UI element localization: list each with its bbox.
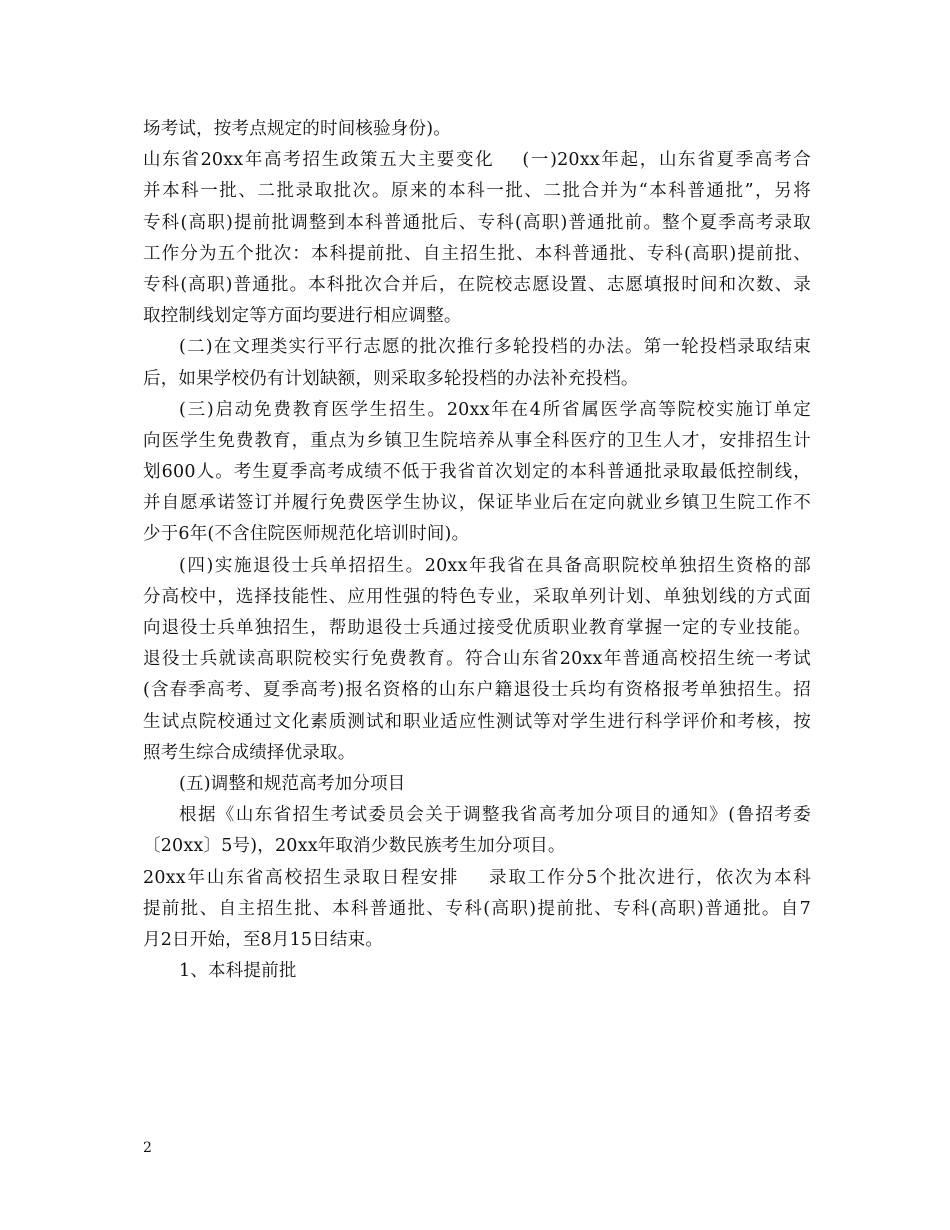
text-fragment: 录取工作分5个批次进行，依次为本科 (487, 867, 811, 888)
text-line: 取控制线划定等方面均要进行相应调整。 (143, 306, 462, 327)
text-line: 月2日开始，至8月15日结束。 (143, 929, 384, 950)
text-line: 专科(高职)提前批调整到本科普通批后、专科(高职)普通批前。整个夏季高考录取 (143, 212, 811, 233)
text-line-heading (143, 863, 811, 894)
section-heading: 山东省20xx年高考招生政策五大主要变化 (143, 150, 495, 171)
text-line: 提前批、自主招生批、本科普通批、专科(高职)提前批、专科(高职)普通批。自7 (143, 898, 811, 919)
text-line: 生试点院校通过文化素质测试和职业适应性测试等对学生进行科学评价和考核，按 (143, 711, 811, 732)
text-line: 〔20xx〕5号)，20xx年取消少数民族考生加分项目。 (143, 836, 566, 857)
text-line: 分高校中，选择技能性、应用性强的特色专业，采取单列计划、单独划线的方式面 (143, 586, 811, 607)
text-line-heading (143, 145, 811, 176)
text-line: 向医学生免费教育，重点为乡镇卫生院培养从事全科医疗的卫生人才，安排招生计 (143, 430, 811, 451)
paragraph-start: (四)实施退役士兵单招招生。20xx年我省在具备高职院校单独招生资格的部 (179, 555, 811, 576)
paragraph-start: 1、本科提前批 (179, 961, 297, 982)
page-number: 2 (143, 1140, 152, 1156)
document-body (143, 114, 811, 987)
section-heading: 20xx年山东省高校招生录取日程安排 (143, 867, 460, 888)
text-line: 后，如果学校仍有计划缺额，则采取多轮投档的办法补充投档。 (143, 368, 639, 389)
paragraph-start: 根据《山东省招生考试委员会关于调整我省高考加分项目的通知》(鲁招考委 (179, 805, 811, 826)
text-line: 并本科一批、二批录取批次。原来的本科一批、二批合并为“本科普通批”，另将 (143, 181, 811, 202)
text-line: 场考试，按考点规定的时间核验身份)。 (143, 119, 451, 139)
text-line: 向退役士兵单独招生，帮助退役士兵通过接受优质职业教育掌握一定的专业技能。 (143, 618, 811, 638)
text-fragment: (一)20xx年起，山东省夏季高考合 (522, 150, 811, 171)
text-line: 照考生综合成绩择优录取。 (143, 742, 356, 763)
paragraph-start: (三)启动免费教育医学生招生。20xx年在4所省属医学高等院校实施订单定 (179, 399, 811, 420)
text-line: 划600人。考生夏季高考成绩不低于我省首次划定的本科普通批录取最低控制线， (143, 462, 811, 483)
text-line: 少于6年(不含住院医师规范化培训时间)。 (143, 524, 470, 545)
text-line: (含春季高考、夏季高考)报名资格的山东户籍退役士兵均有资格报考单独招生。招 (143, 680, 811, 701)
text-line: 专科(高职)普通批。本科批次合并后，在院校志愿设置、志愿填报时间和次数、录 (143, 274, 811, 295)
text-line: 并自愿承诺签订并履行免费医学生协议，保证毕业后在定向就业乡镇卫生院工作不 (143, 493, 811, 514)
paragraph-start: (五)调整和规范高考加分项目 (179, 773, 406, 794)
text-line: 退役士兵就读高职院校实行免费教育。符合山东省20xx年普通高校招生统一考试 (143, 649, 811, 670)
text-line: 工作分为五个批次：本科提前批、自主招生批、本科普通批、专科(高职)提前批、 (143, 243, 811, 264)
paragraph-start: (二)在文理类实行平行志愿的批次推行多轮投档的办法。第一轮投档录取结束 (179, 337, 811, 358)
